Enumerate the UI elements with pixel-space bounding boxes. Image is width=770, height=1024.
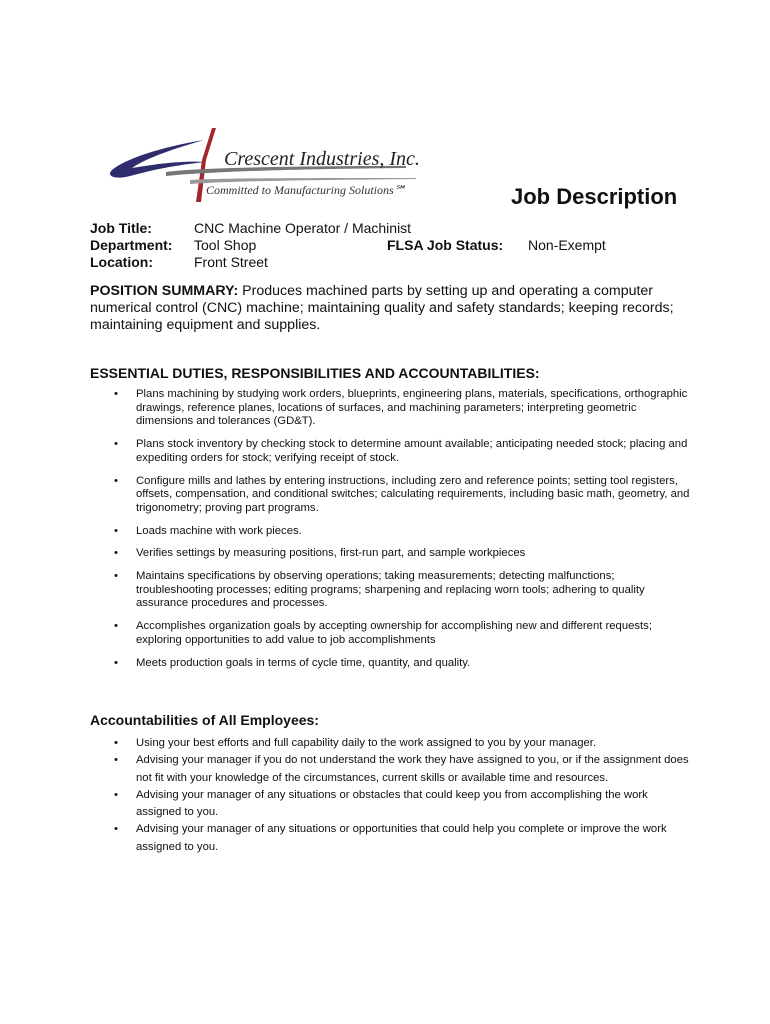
list-item [90, 475, 690, 516]
job-title-value: CNC Machine Operator / Machinist [194, 220, 412, 236]
duties-heading: ESSENTIAL DUTIES, RESPONSIBILITIES AND ACCOUNTABILITIES: [90, 365, 540, 381]
list-item [90, 620, 690, 647]
department-label: Department: [90, 237, 173, 253]
location-value: Front Street [194, 254, 268, 270]
bullet-icon: • [114, 438, 118, 451]
summary-label: POSITION SUMMARY: [90, 283, 239, 299]
duty-text: Meets production goals in terms of cycle time, quantity, and quality. [136, 656, 471, 669]
duty-text: Configure mills and lathes by entering instructions, including zero and reference points; setting tool registers, offsets, compensation, and conditional switches; calculating requirements, including basic math, geometry, and trigonometry; proving part programs. [136, 474, 690, 514]
bullet-icon: • [114, 547, 118, 560]
list-item [90, 438, 690, 465]
bullet-icon: • [114, 737, 118, 749]
company-name: Crescent Industries, Inc. [224, 148, 420, 170]
duty-text: Accomplishes organization goals by accepting ownership for accomplishing new and different requests; exploring opportunities to add value to job accomplishments [136, 620, 652, 646]
bullet-icon: • [114, 570, 118, 583]
duty-text: Loads machine with work pieces. [136, 524, 302, 537]
accountability-text: Advising your manager of any situations or opportunities that could help you complete or improve the work assigned to you. [136, 823, 667, 853]
list-item [90, 525, 690, 539]
bullet-icon: • [114, 474, 118, 487]
bullet-icon: • [114, 823, 118, 836]
accountability-text: Advising your manager of any situations or obstacles that could keep you from accomplishing the work assigned to you. [136, 788, 648, 819]
company-tagline: Committed to Manufacturing Solutions℠ [206, 183, 406, 197]
bullet-icon: • [114, 788, 118, 801]
list-item [90, 735, 690, 752]
flsa-label: FLSA Job Status: [387, 237, 504, 253]
accountabilities-heading: Accountabilities of All Employees: [90, 712, 319, 728]
list-item [90, 752, 690, 787]
department-value: Tool Shop [194, 237, 257, 253]
accountabilities-list [90, 735, 690, 856]
job-title-label: Job Title: [90, 220, 152, 236]
list-item [90, 388, 690, 429]
summary-text: Produces machined parts by setting up and operating a computer numerical control (CNC) machine; maintaining quality and safety standards; keeping records; maintaining equipment and supplies. [90, 283, 674, 333]
accountability-text: Advising your manager if you do not understand the work they have assigned to you, or if the assignment does not fit with your knowledge of the circumstances, current skills or available time and resources. [136, 754, 689, 784]
location-label: Location: [90, 254, 153, 270]
list-item [90, 787, 690, 822]
duties-list [90, 388, 690, 679]
flsa-value: Non-Exempt [528, 237, 606, 253]
duty-text: Verifies settings by measuring positions, first-run part, and sample workpieces [136, 547, 526, 560]
bullet-icon: • [114, 754, 118, 767]
duty-text: Maintains specifications by observing operations; taking measurements; detecting malfunctions; troubleshooting processes; editing programs; sharpening and replacing worn tools; adhering to quality assurance procedures and processes. [136, 570, 645, 610]
position-summary [90, 283, 690, 334]
document-title: Job Description [511, 184, 678, 209]
bullet-icon: • [114, 524, 118, 537]
list-item [90, 547, 690, 561]
list-item [90, 570, 690, 611]
bullet-icon: • [114, 620, 118, 633]
bullet-icon: • [114, 388, 118, 400]
list-item [90, 657, 690, 671]
bullet-icon: • [114, 656, 118, 669]
accountability-text: Using your best efforts and full capability daily to the work assigned to you by your manager. [136, 737, 597, 749]
list-item [90, 821, 690, 856]
duty-text: Plans machining by studying work orders, blueprints, engineering plans, materials, specifications, orthographic drawings, reference planes, locations of surfaces, and machining parameters; interpreting geometric dimensions and tolerances (GD&T). [136, 388, 688, 428]
duty-text: Plans stock inventory by checking stock to determine amount available; anticipating needed stock; placing and expediting orders for stock; verifying receipt of stock. [136, 438, 688, 464]
